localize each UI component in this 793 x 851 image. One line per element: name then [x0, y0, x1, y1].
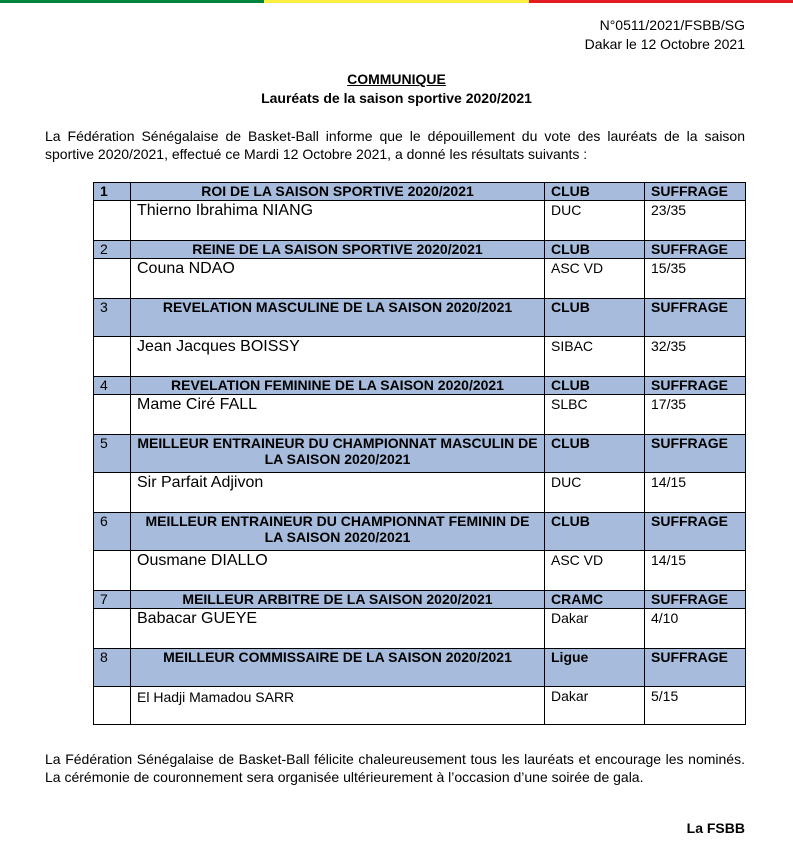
award-result-row: [94, 337, 746, 377]
award-number: 2: [94, 241, 131, 259]
award-category: REVELATION MASCULINE DE LA SAISON 2020/2021: [131, 299, 545, 337]
reference-number: N°0511/2021/FSBB/SG: [599, 17, 745, 33]
signature: La FSBB: [686, 820, 745, 836]
winner-club: DUC: [545, 473, 645, 513]
award-number: 1: [94, 183, 131, 201]
column-header-club: CLUB: [545, 513, 645, 551]
winner-name: Jean Jacques BOISSY: [131, 337, 545, 377]
winner-votes: 14/15: [645, 473, 746, 513]
award-header-row: [94, 299, 746, 337]
award-result-row: [94, 201, 746, 241]
award-category: ROI DE LA SAISON SPORTIVE 2020/2021: [131, 183, 545, 201]
award-result-row: [94, 259, 746, 299]
award-header-row: [94, 377, 746, 395]
column-header-club: CLUB: [545, 183, 645, 201]
document-subtitle: Lauréats de la saison sportive 2020/2021: [261, 90, 532, 106]
award-header-row: [94, 649, 746, 687]
column-header-votes: SUFFRAGE: [645, 183, 746, 201]
column-header-club: CRAMC: [545, 591, 645, 609]
award-number: 3: [94, 299, 131, 337]
winner-club: DUC: [545, 201, 645, 241]
winner-name: Couna NDAO: [131, 259, 545, 299]
winner-club: SIBAC: [545, 337, 645, 377]
award-result-row: [94, 473, 746, 513]
column-header-votes: SUFFRAGE: [645, 435, 746, 473]
award-number: 5: [94, 435, 131, 473]
document-title: COMMUNIQUE: [347, 71, 446, 87]
place-date: Dakar le 12 Octobre 2021: [584, 36, 745, 52]
award-number: 8: [94, 649, 131, 687]
award-category: MEILLEUR ARBITRE DE LA SAISON 2020/2021: [131, 591, 545, 609]
award-category: MEILLEUR ENTRAINEUR DU CHAMPIONNAT FEMININ DE LA SAISON 2020/2021: [131, 513, 545, 551]
closing-paragraph: La Fédération Sénégalaise de Basket-Ball félicite chaleureusement tous les lauréats et encourage les nominés. La cérémonie de couronnement sera organisée ultérieurement à l’occasion d’une soirée de gala.: [45, 751, 745, 785]
winner-votes: 14/15: [645, 551, 746, 591]
award-category: MEILLEUR COMMISSAIRE DE LA SAISON 2020/2021: [131, 649, 545, 687]
award-header-row: [94, 591, 746, 609]
winner-name: El Hadji Mamadou SARR: [131, 687, 545, 725]
winner-votes: 32/35: [645, 337, 746, 377]
empty-cell: [94, 337, 131, 377]
award-result-row: [94, 609, 746, 649]
empty-cell: [94, 609, 131, 649]
award-header-row: [94, 241, 746, 259]
award-header-row: [94, 513, 746, 551]
winner-votes: 5/15: [645, 687, 746, 725]
award-number: 6: [94, 513, 131, 551]
winner-name: Mame Ciré FALL: [131, 395, 545, 435]
award-header-row: [94, 435, 746, 473]
flag-red-stripe: [529, 0, 793, 3]
award-header-row: [94, 183, 746, 201]
winner-club: SLBC: [545, 395, 645, 435]
column-header-votes: SUFFRAGE: [645, 377, 746, 395]
empty-cell: [94, 201, 131, 241]
winner-name: Ousmane DIALLO: [131, 551, 545, 591]
award-category: MEILLEUR ENTRAINEUR DU CHAMPIONNAT MASCULIN DE LA SAISON 2020/2021: [131, 435, 545, 473]
reference-block: [585, 16, 745, 54]
winner-name: Sir Parfait Adjivon: [131, 473, 545, 513]
awards-table: [93, 182, 746, 725]
column-header-club: CLUB: [545, 435, 645, 473]
award-number: 4: [94, 377, 131, 395]
winner-votes: 23/35: [645, 201, 746, 241]
column-header-votes: SUFFRAGE: [645, 299, 746, 337]
column-header-votes: SUFFRAGE: [645, 591, 746, 609]
flag-green-stripe: [0, 0, 264, 3]
column-header-votes: SUFFRAGE: [645, 241, 746, 259]
empty-cell: [94, 687, 131, 725]
flag-yellow-stripe: [264, 0, 528, 3]
award-result-row: [94, 687, 746, 725]
winner-club: ASC VD: [545, 259, 645, 299]
column-header-votes: SUFFRAGE: [645, 649, 746, 687]
winner-club: ASC VD: [545, 551, 645, 591]
award-number: 7: [94, 591, 131, 609]
award-result-row: [94, 395, 746, 435]
column-header-club: CLUB: [545, 241, 645, 259]
winner-votes: 4/10: [645, 609, 746, 649]
winner-name: Thierno Ibrahima NIANG: [131, 201, 545, 241]
column-header-votes: SUFFRAGE: [645, 513, 746, 551]
award-result-row: [94, 551, 746, 591]
flag-color-bar: [0, 0, 793, 3]
award-category: REINE DE LA SAISON SPORTIVE 2020/2021: [131, 241, 545, 259]
intro-paragraph: La Fédération Sénégalaise de Basket-Ball informe que le dépouillement du vote des lauréats de la saison sportive 2020/2021, effectué ce Mardi 12 Octobre 2021, a donné les résultats suivants :: [45, 128, 745, 162]
empty-cell: [94, 473, 131, 513]
empty-cell: [94, 395, 131, 435]
empty-cell: [94, 551, 131, 591]
awards-table-wrap: [93, 182, 745, 725]
column-header-club: Ligue: [545, 649, 645, 687]
empty-cell: [94, 259, 131, 299]
winner-votes: 17/35: [645, 395, 746, 435]
winner-name: Babacar GUEYE: [131, 609, 545, 649]
winner-club: Dakar: [545, 687, 645, 725]
winner-votes: 15/35: [645, 259, 746, 299]
column-header-club: CLUB: [545, 377, 645, 395]
award-category: REVELATION FEMININE DE LA SAISON 2020/2021: [131, 377, 545, 395]
column-header-club: CLUB: [545, 299, 645, 337]
winner-club: Dakar: [545, 609, 645, 649]
